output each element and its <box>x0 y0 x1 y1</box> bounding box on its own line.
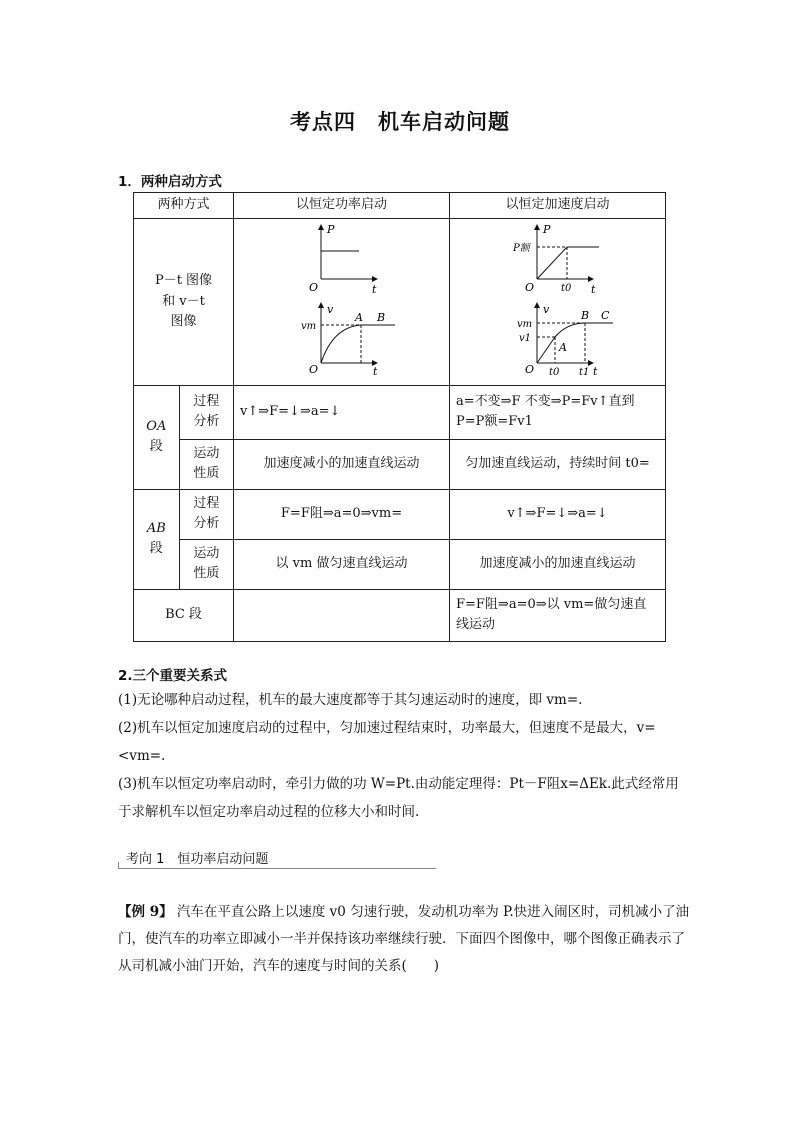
origin-label: O <box>524 363 534 376</box>
ab-acceleration-analysis: v↑⇒F=↓⇒a=↓ <box>450 489 666 539</box>
ab-segment-label: AB 段 <box>134 489 180 589</box>
vm-label: vm <box>300 321 316 332</box>
relation-2-line-2: <vm=. <box>118 748 166 764</box>
vm-label: vm <box>516 319 532 330</box>
point-a-label: A <box>558 341 567 354</box>
point-b-label: B <box>376 311 385 324</box>
example-text: 汽车在平直公路上以速度 v0 匀速行驶，发动机功率为 P.快进入闹区时，司机减小了油门，使汽车的功率立即减小一半并保持该功率继续行驶．下面四个图像中，哪个图像正确表示了从司机减小油门开始，汽车的速度与时间的关系( ) <box>118 904 690 974</box>
relation-3-line-2: 于求解机车以恒定功率启动过程的位移大小和时间. <box>118 804 420 820</box>
relation-3-line-1: (3)机车以恒定功率启动时，牵引力做的功 W=Pt.由动能定理得：Pt－F阻x=ΔEk.此式经常用 <box>118 776 679 792</box>
example-label: 【例 9】 <box>118 904 173 920</box>
bar-tick-decoration <box>118 862 125 868</box>
p-axis-label: P <box>542 223 550 236</box>
oa-acceleration-motion: 匀加速直线运动，持续时间 t0= <box>450 439 666 489</box>
process-analysis-label: 过程 分析 <box>179 385 233 439</box>
header-cell: 以恒定功率启动 <box>234 193 450 219</box>
section-heading-2: 2.三个重要关系式 <box>118 668 228 684</box>
graph-row-label: P－t 图像 和 v－t 图像 <box>134 219 234 386</box>
p-axis-label: P <box>326 223 334 236</box>
constant-acceleration-graph-svg <box>451 219 665 377</box>
p-rated-label: P额 <box>512 243 530 254</box>
t-axis-label: t <box>590 283 595 296</box>
example-9 <box>118 899 690 980</box>
ab-power-analysis: F=F阻⇒a=0⇒vm= <box>234 489 450 539</box>
header-cell: 两种方式 <box>134 193 234 219</box>
oa-segment-label: OA 段 <box>134 385 180 489</box>
constant-power-graph-svg <box>235 219 449 377</box>
oa-power-motion: 加速度减小的加速直线运动 <box>234 439 450 489</box>
relation-2-line-1: (2)机车以恒定加速度启动的过程中，匀加速过程结束时，功率最大，但速度不是最大，v= <box>118 720 656 736</box>
v1-label: v1 <box>518 333 531 344</box>
t0-label: t0 <box>560 283 571 294</box>
origin-label: O <box>524 281 534 294</box>
oa-acceleration-analysis: a=不变⇒F 不变⇒P=Fv↑直到 P=P额=Fv1 <box>450 385 666 439</box>
point-c-label: C <box>600 309 609 322</box>
t1-label: t1 <box>578 367 589 377</box>
constant-acceleration-graphs <box>450 219 666 386</box>
ab-acceleration-motion: 加速度减小的加速直线运动 <box>450 539 666 589</box>
section-heading-1: 1．两种启动方式 <box>118 174 222 190</box>
page-title: 考点四 机车启动问题 <box>290 110 510 134</box>
v-axis-label: v <box>326 303 333 316</box>
ab-power-motion: 以 vm 做匀速直线运动 <box>234 539 450 589</box>
process-analysis-label: 过程 分析 <box>179 489 233 539</box>
comparison-table <box>133 192 666 642</box>
bc-acceleration-cell: F=F阻⇒a=0⇒以 vm=做匀速直 线运动 <box>450 589 666 641</box>
t-axis-label: t <box>371 283 376 296</box>
point-b-label: B <box>580 309 589 322</box>
origin-label: O <box>308 281 318 294</box>
v-axis-label: v <box>542 303 549 316</box>
relation-1: (1)无论哪种启动过程，机车的最大速度都等于其匀速运动时的速度，即 vm=. <box>118 692 583 708</box>
bc-power-cell <box>234 589 450 641</box>
point-a-label: A <box>354 311 363 324</box>
bc-segment-label: BC 段 <box>134 589 234 641</box>
motion-nature-label: 运动 性质 <box>179 539 233 589</box>
t-axis-label: t <box>372 365 377 377</box>
t-axis-label: t <box>592 365 597 377</box>
direction-heading: 考向 1 恒功率启动问题 <box>126 852 269 867</box>
oa-power-analysis: v↑⇒F=↓⇒a=↓ <box>234 385 450 439</box>
header-cell: 以恒定加速度启动 <box>450 193 666 219</box>
origin-label: O <box>308 363 318 376</box>
t0-label: t0 <box>548 367 559 377</box>
motion-nature-label: 运动 性质 <box>179 439 233 489</box>
direction-bar <box>118 846 436 869</box>
constant-power-graphs <box>234 219 450 386</box>
